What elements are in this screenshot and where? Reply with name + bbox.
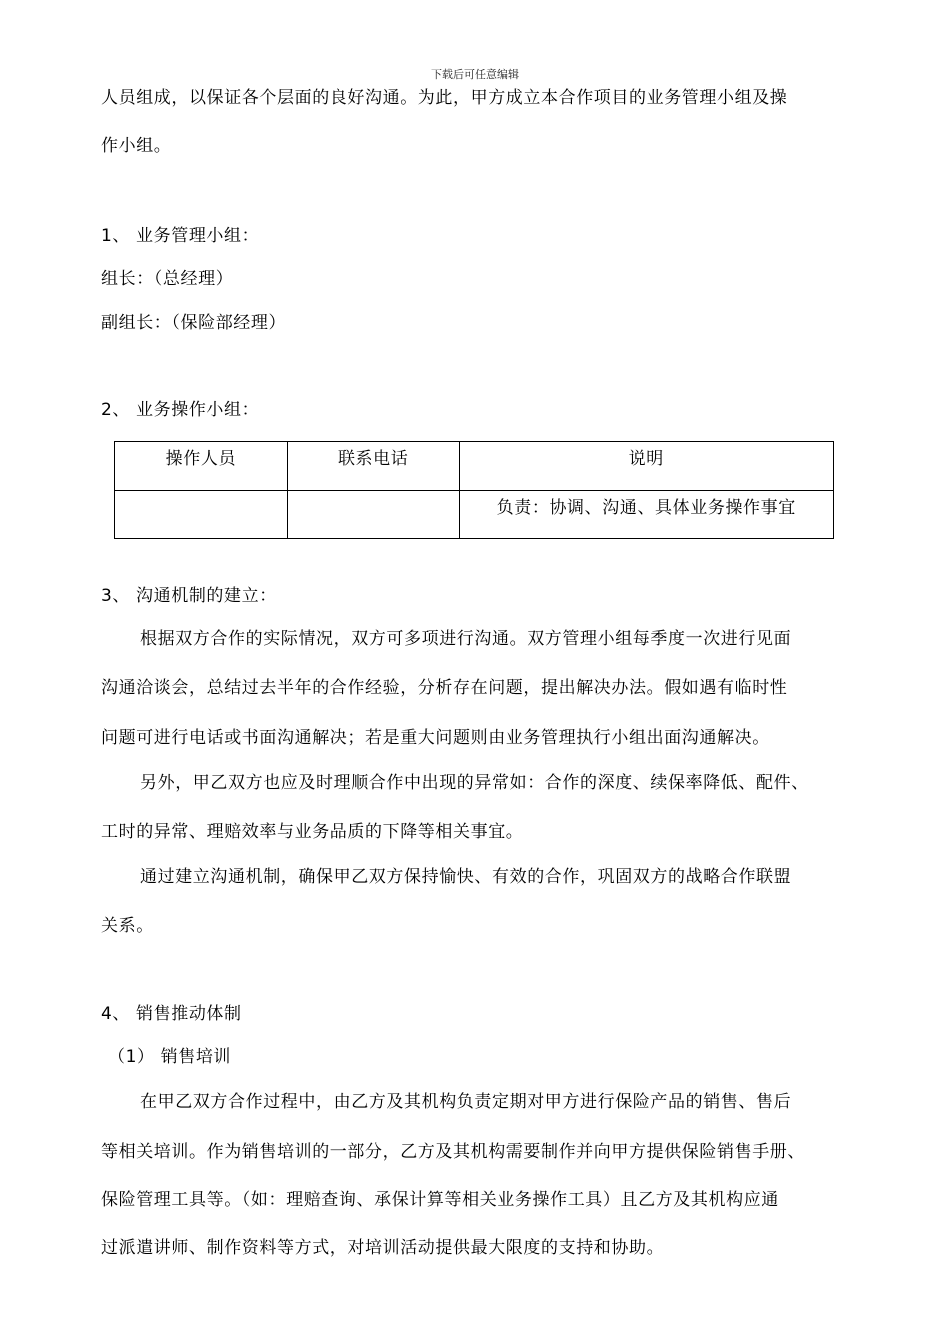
intro-line-2: 作小组。 bbox=[101, 136, 172, 156]
section4-line: 在甲乙双方合作过程中，由乙方及其机构负责定期对甲方进行保险产品的销售、售后 bbox=[140, 1092, 792, 1112]
section4-title: 4、 销售推动体制 bbox=[101, 1004, 242, 1024]
section2-title: 2、 业务操作小组： bbox=[101, 400, 260, 420]
table-cell: 负责：协调、沟通、具体业务操作事宜 bbox=[459, 490, 833, 539]
section4-subtitle: （1） 销售培训 bbox=[108, 1047, 232, 1067]
table-cell bbox=[287, 490, 459, 539]
section3-line: 沟通洽谈会，总结过去半年的合作经验，分析存在问题，提出解决办法。假如遇有临时性 bbox=[101, 678, 788, 698]
table-row bbox=[115, 490, 834, 539]
section3-line: 问题可进行电话或书面沟通解决；若是重大问题则由业务管理执行小组出面沟通解决。 bbox=[101, 728, 770, 748]
table-cell bbox=[115, 490, 288, 539]
section4-line: 等相关培训。作为销售培训的一部分，乙方及其机构需要制作并向甲方提供保险销售手册、 bbox=[101, 1142, 805, 1162]
table-header-cell: 说明 bbox=[459, 442, 833, 491]
section3-line: 另外，甲乙双方也应及时理顺合作中出现的异常如：合作的深度、续保率降低、配件、 bbox=[140, 773, 809, 793]
table-header-row bbox=[115, 442, 834, 491]
section3-line: 工时的异常、理赔效率与业务品质的下降等相关事宜。 bbox=[101, 822, 524, 842]
section3-line: 根据双方合作的实际情况，双方可多项进行沟通。双方管理小组每季度一次进行见面 bbox=[140, 629, 792, 649]
table-header-cell: 联系电话 bbox=[287, 442, 459, 491]
section1-title: 1、 业务管理小组： bbox=[101, 226, 260, 246]
section1-leader: 组长：（总经理） bbox=[101, 269, 234, 289]
section4-line: 过派遣讲师、制作资料等方式，对培训活动提供最大限度的支持和协助。 bbox=[101, 1238, 665, 1258]
section1-deputy: 副组长：（保险部经理） bbox=[101, 313, 287, 333]
operations-table bbox=[114, 441, 834, 539]
header-watermark: 下载后可任意编辑 bbox=[431, 68, 519, 81]
section3-line: 通过建立沟通机制，确保甲乙双方保持愉快、有效的合作，巩固双方的战略合作联盟 bbox=[140, 867, 792, 887]
intro-line-1: 人员组成，以保证各个层面的良好沟通。为此，甲方成立本合作项目的业务管理小组及操 bbox=[101, 88, 788, 108]
section4-line: 保险管理工具等。（如：理赔查询、承保计算等相关业务操作工具）且乙方及其机构应通 bbox=[101, 1190, 779, 1210]
table-header-cell: 操作人员 bbox=[115, 442, 288, 491]
section3-line: 关系。 bbox=[101, 916, 154, 936]
section3-title: 3、 沟通机制的建立： bbox=[101, 586, 277, 606]
